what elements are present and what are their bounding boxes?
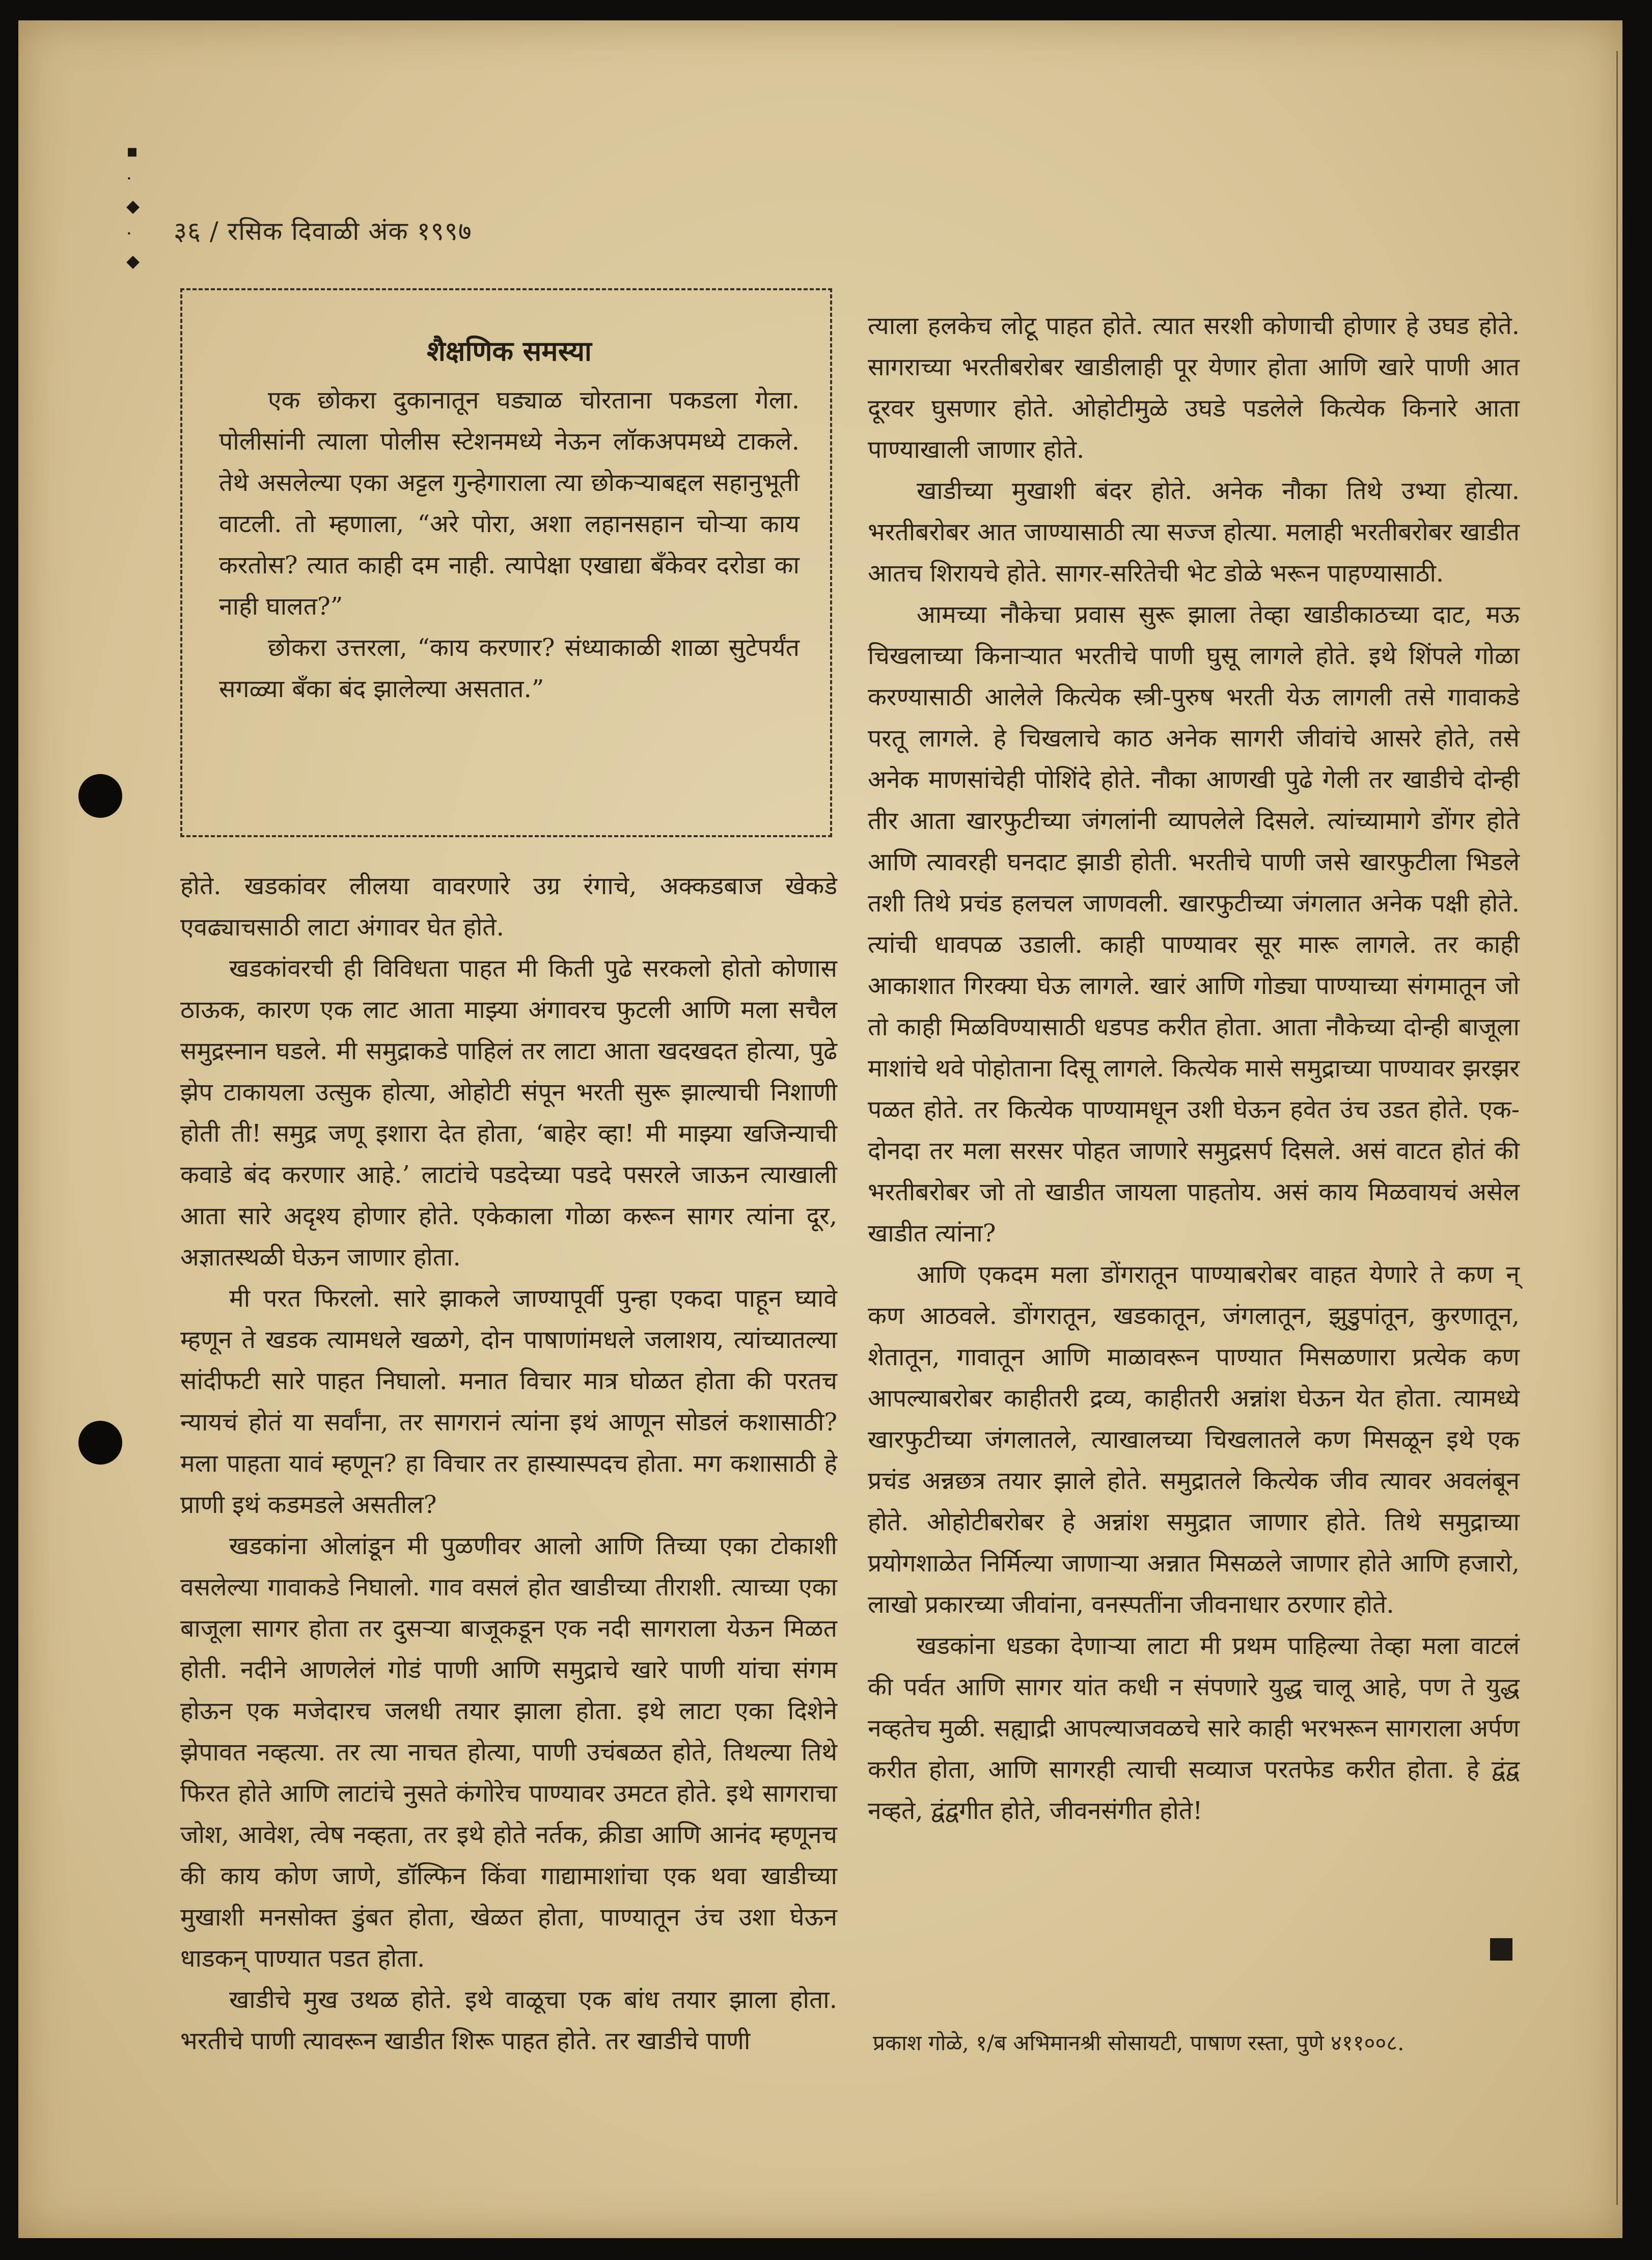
punch-hole — [78, 774, 122, 818]
right-continuation: त्याला हलकेच लोटू पाहत होते. त्यात सरशी कोणाची होणार हे उघड होते. सागराच्या भरतीबरोबर खाडीलाही पूर येणार होता आणि खारे पाणी आत दूरवर घुसणार होते. ओहोटीमुळे उघडे पडलेले कित्येक किनारे आता पाण्याखाली जाणार होते. — [868, 312, 1520, 464]
sidebar-paragraph: एक छोकरा दुकानातून घड्याळ चोरताना पकडला गेला. पोलीसांनी त्याला पोलीस स्टेशनमध्ये नेऊन लॉकअपमध्ये टाकले. तेथे असलेल्या एका अट्टल गुन्हेगाराला त्या छोकऱ्याबद्दल सहानुभूती वाटली. तो म्हणाला, “अरे पोरा, अशा लहानसहान चोऱ्या काय करतोस? त्यात काही दम नाही. त्यापेक्षा एखाद्या बँकेवर दरोडा का नाही घालत?” — [219, 386, 800, 621]
sidebar-paragraph: छोकरा उत्तरला, “काय करणार? संध्याकाळी शाळा सुटेपर्यंत सगळ्या बँका बंद झालेल्या असतात.” — [219, 633, 800, 703]
punch-hole — [78, 1421, 122, 1465]
body-paragraph: खाडीच्या मुखाशी बंदर होते. अनेक नौका तिथे उभ्या होत्या. भरतीबरोबर आत जाण्यासाठी त्या सज्ज होत्या. मलाही भरतीबरोबर खाडीत आतच शिरायचे होते. सागर-सरितेची भेट डोळे भरून पाहण्यासाठी. — [868, 477, 1520, 588]
magazine-page — [18, 20, 1622, 2238]
right-column — [868, 306, 1520, 1832]
body-paragraph: खाडीचे मुख उथळ होते. इथे वाळूचा एक बांध तयार झाला होता. भरतीचे पाणी त्यावरून खाडीत शिरू पाहत होते. तर खाडीचे पाणी — [180, 1986, 837, 2055]
sidebar-box — [180, 288, 832, 837]
page-header: ३६ / रसिक दिवाळी अंक १९९७ — [174, 216, 472, 246]
left-continuation: होते. खडकांवर लीलया वावरणारे उग्र रंगाचे, अक्कडबाज खेकडे एवढ्याचसाठी लाटा अंगावर घेत होते. — [180, 872, 837, 942]
body-paragraph: आणि एकदम मला डोंगरातून पाण्याबरोबर वाहत येणारे ते कण न् कण आठवले. डोंगरातून, खडकातून, जंगलातून, झुडुपांतून, कुरणातून, शेतातून, गावातून आणि माळावरून पाण्यात मिसळणारा प्रत्येक कण आपल्याबरोबर काहीतरी द्रव्य, काहीतरी अन्नांश घेऊन येत होता. त्यामध्ये खारफुटीच्या जंगलातले, त्याखालच्या चिखलातले कण मिसळून इथे एक प्रचंड अन्नछत्र तयार झाले होते. समुद्रातले कित्येक जीव त्यावर अवलंबून होते. ओहोटीबरोबर हे अन्नांश समुद्रात जाणार होते. तिथे समुद्राच्या प्रयोगशाळेत निर्मिल्या जाणाऱ्या अन्नात मिसळले जाणार होते आणि हजारो, लाखो प्रकारच्या जीवांना, वनस्पतींना जीवनाधार ठरणार होते. — [868, 1260, 1520, 1619]
body-paragraph: खडकांना धडका देणाऱ्या लाटा मी प्रथम पाहिल्या तेव्हा मला वाटलं की पर्वत आणि सागर यांत कधी न संपणारे युद्ध चालू आहे, पण ते युद्ध नव्हतेच मुळी. सह्याद्री आपल्याजवळचे सारे काही भरभरून सागराला अर्पण करीत होता, आणि सागरही त्याची सव्याज परतफेड करीत होता. हे द्वंद्व नव्हते, द्वंद्वगीत होते, जीवनसंगीत होते! — [868, 1632, 1520, 1825]
page-edge-line — [1616, 51, 1618, 2205]
body-paragraph: आमच्या नौकेचा प्रवास सुरू झाला तेव्हा खाडीकाठच्या दाट, मऊ चिखलाच्या किनाऱ्यात भरतीचे पाणी घुसू लागले होते. इथे शिंपले गोळा करण्यासाठी आलेले कित्येक स्त्री-पुरुष भरती येऊ लागली तसे गावाकडे परतू लागले. हे चिखलाचे काठ अनेक सागरी जीवांचे आसरे होते, तसे अनेक माणसांचेही पोशिंदे होते. नौका आणखी पुढे गेली तर खाडीचे दोन्ही तीर आता खारफुटीच्या जंगलांनी व्यापलेले दिसले. त्यांच्यामागे डोंगर होते आणि त्यावरही घनदाट झाडी होती. भरतीचे पाणी जसे खारफुटीला भिडले तशी तिथे प्रचंड हलचल जाणवली. खारफुटीच्या जंगलात अनेक पक्षी होते. त्यांची धावपळ उडाली. काही पाण्यावर सूर मारू लागले. तर काही आकाशात गिरक्या घेऊ लागले. खारं आणि गोड्या पाण्याच्या संगमातून जो तो काही मिळविण्यासाठी धडपड करीत होता. आता नौकेच्या दोन्ही बाजूला माशांचे थवे पोहोताना दिसू लागले. कित्येक मासे समुद्राच्या पाण्यावर झरझर पळत होते. तर कित्येक पाण्यामधून उशी घेऊन हवेत उंच उडत होते. एक-दोनदा तर मला सरसर पोहत जाणारे समुद्रसर्प दिसले. असं वाटत होतं की भरतीबरोबर जो तो खाडीत जायला पाहतोय. असं काय मिळवायचं असेल खाडीत त्यांना? — [868, 600, 1520, 1248]
author-address: प्रकाश गोळे, १/ब अभिमानश्री सोसायटी, पाषाण रस्ता, पुणे ४११००८. — [873, 2030, 1405, 2055]
left-column — [180, 866, 837, 2062]
sidebar-title: शैक्षणिक समस्या — [427, 335, 592, 367]
end-of-article-mark — [1490, 1938, 1512, 1961]
body-paragraph: खडकांना ओलांडून मी पुळणीवर आलो आणि तिच्या एका टोकाशी वसलेल्या गावाकडे निघालो. गाव वसलं होत खाडीच्या तीराशी. त्याच्या एका बाजूला सागर होता तर दुसऱ्या बाजूकडून एक नदी सागराला येऊन मिळत होती. नदीने आणलेलं गोडं पाणी आणि समुद्राचे खारे पाणी यांचा संगम होऊन एक मजेदारच जलधी तयार झाला होता. इथे लाटा एका दिशेने झेपावत नव्हत्या. तर त्या नाचत होत्या, पाणी उचंबळत होते, तिथल्या तिथे फिरत होते आणि लाटांचे नुसते कंगोरेच पाण्यावर उमटत होते. इथे सागराचा जोश, आवेश, त्वेष नव्हता, तर इथे होते नर्तक, क्रीडा आणि आनंद म्हणूनच की काय कोण जाणे, डॉल्फिन किंवा गाद्यामाशांचा एक थवा खाडीच्या मुखाशी मनसोक्त डुंबत होता, खेळत होता, पाण्यातून उंच उशा घेऊन धाडकन् पाण्यात पडत होता. — [180, 1532, 837, 1973]
body-paragraph: मी परत फिरलो. सारे झाकले जाण्यापूर्वी पुन्हा एकदा पाहून घ्यावे म्हणून ते खडक त्यामधले खळगे, दोन पाषाणांमधले जलाशय, त्यांच्यातल्या सांदीफटी सारे पाहत निघालो. मनात विचार मात्र घोळत होता की परतच न्यायचं होतं या सर्वांना, तर सागरानं त्यांना इथं आणून सोडलं कशासाठी? मला पाहता यावं म्हणून? हा विचार तर हास्यास्पदच होता. मग कशासाठी हे प्राणी इथं कडमडले असतील? — [180, 1284, 837, 1519]
margin-marks: ▪ · ◆ · ◆ — [126, 141, 140, 271]
body-paragraph: खडकांवरची ही विविधता पाहत मी किती पुढे सरकलो होतो कोणास ठाऊक, कारण एक लाट आता माझ्या अंगावरच फुटली आणि मला सचैल समुद्रस्नान घडले. मी समुद्राकडे पाहिलं तर लाटा आता खदखदत होत्या, पुढे झेप टाकायला उत्सुक होत्या, ओहोटी संपून भरती सुरू झाल्याची निशाणी होती ती! समुद्र जणू इशारा देत होता, ‘बाहेर व्हा! मी माझ्या खजिन्याची कवाडे बंद करणार आहे.’ लाटांचे पडदेच्या पडदे पसरले जाऊन त्याखाली आता सारे अदृश्य होणार होते. एकेकाला गोळा करून सागर त्यांना दूर, अज्ञातस्थळी घेऊन जाणार होता. — [180, 954, 837, 1272]
